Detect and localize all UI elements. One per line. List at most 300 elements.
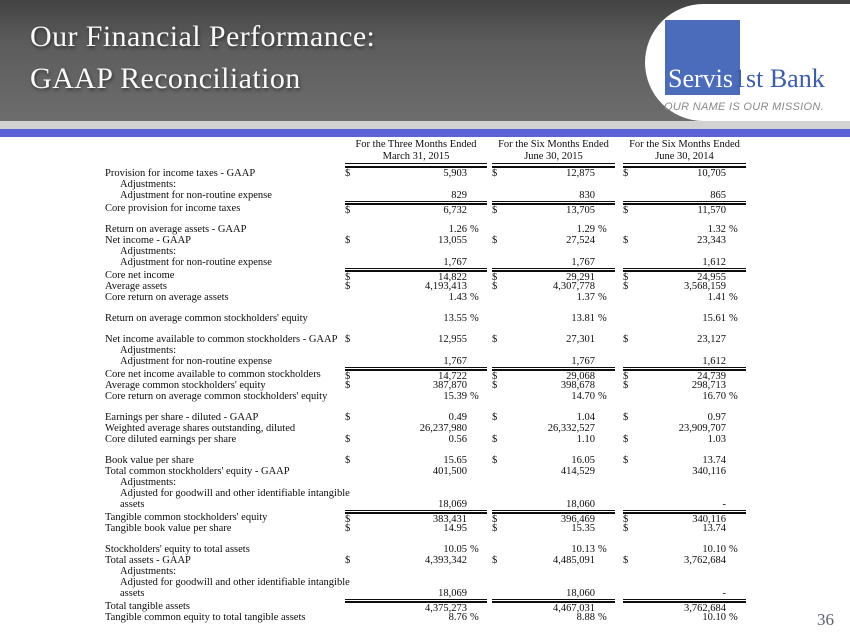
percent-sign xyxy=(595,179,615,190)
table-row xyxy=(105,412,746,423)
percent-sign xyxy=(595,488,615,499)
row-label: Adjustments: xyxy=(120,345,177,356)
value: 396,469 xyxy=(560,514,595,525)
dollar-sign xyxy=(492,190,505,201)
value-cell xyxy=(623,246,746,257)
value: 24,955 xyxy=(697,272,726,283)
row-label: Book value per share xyxy=(105,455,194,466)
dollar-sign: $ xyxy=(345,514,351,525)
value-cell xyxy=(345,203,487,216)
row-label: Weighted average shares outstanding, diluted xyxy=(105,423,296,434)
table-row xyxy=(105,356,746,367)
value xyxy=(505,488,595,499)
logo xyxy=(645,4,850,121)
value: 0.97 xyxy=(707,412,726,423)
percent-sign xyxy=(467,423,487,434)
slide-title-line2: GAAP Reconciliation xyxy=(30,62,301,95)
value: 18,060 xyxy=(566,588,595,599)
percent-sign: % xyxy=(729,313,738,324)
percent-sign xyxy=(726,488,746,499)
value: 12,955 xyxy=(438,334,467,345)
percent-sign xyxy=(595,281,615,292)
dollar-sign xyxy=(345,345,358,356)
dollar-sign xyxy=(345,588,358,599)
percent-sign xyxy=(726,477,746,488)
dollar-sign xyxy=(623,313,636,324)
dollar-sign xyxy=(492,257,505,268)
percent-sign xyxy=(595,345,615,356)
dollar-sign xyxy=(492,566,505,577)
percent-sign xyxy=(595,434,615,445)
value: 12,875 xyxy=(566,168,595,179)
row-label: Total common stockholders' equity - GAAP xyxy=(105,466,290,477)
percent-sign xyxy=(467,205,487,216)
value: 10,705 xyxy=(697,168,726,179)
dollar-sign: $ xyxy=(492,168,498,179)
col-header-date: June 30, 2015 xyxy=(524,150,583,162)
dollar-sign xyxy=(623,544,636,555)
value: 340,116 xyxy=(692,466,726,477)
percent-sign xyxy=(467,455,487,466)
row-label: Total assets - GAAP xyxy=(105,555,191,566)
percent-sign xyxy=(595,588,615,599)
value-cell xyxy=(345,380,487,391)
percent-sign xyxy=(467,523,487,534)
value xyxy=(636,246,726,257)
value-cell xyxy=(492,356,615,368)
dollar-sign: $ xyxy=(345,371,351,382)
value xyxy=(358,577,467,588)
percent-sign xyxy=(595,334,615,345)
dollar-sign xyxy=(345,566,358,577)
table-row xyxy=(105,179,746,190)
dollar-sign xyxy=(623,190,636,201)
dollar-sign: $ xyxy=(492,371,498,382)
value-cell xyxy=(623,466,746,477)
value xyxy=(636,488,726,499)
percent-sign xyxy=(726,566,746,577)
table-row xyxy=(105,292,746,303)
value-cell xyxy=(345,345,487,356)
row-spacer xyxy=(105,402,746,412)
value-cell xyxy=(492,391,615,402)
row-label: Stockholders' equity to total assets xyxy=(105,544,250,555)
value: 8.88 xyxy=(576,612,595,623)
row-label: Core return on average assets xyxy=(105,292,229,303)
percent-sign xyxy=(467,380,487,391)
percent-sign xyxy=(595,380,615,391)
percent-sign xyxy=(726,345,746,356)
col-header-period: For the Six Months Ended xyxy=(498,139,609,150)
dollar-sign: $ xyxy=(345,168,351,179)
dollar-sign xyxy=(623,477,636,488)
value-cell xyxy=(345,168,487,179)
value: - xyxy=(722,499,726,510)
value: 13.81 xyxy=(571,313,595,324)
dollar-sign xyxy=(623,246,636,257)
percent-sign xyxy=(467,281,487,292)
row-label: Adjustment for non-routine expense xyxy=(120,356,272,367)
value xyxy=(505,345,595,356)
percent-sign xyxy=(467,246,487,257)
dollar-sign xyxy=(623,345,636,356)
row-label: Return on average assets - GAAP xyxy=(105,224,247,235)
value: 26,237,980 xyxy=(419,423,467,434)
value-cell xyxy=(492,281,615,292)
percent-sign xyxy=(595,412,615,423)
value-cell xyxy=(345,577,487,588)
value: 1.29 xyxy=(576,224,595,235)
value-cell xyxy=(492,334,615,345)
col-header xyxy=(492,139,615,168)
value-cell xyxy=(345,224,487,235)
row-label: Tangible common stockholders' equity xyxy=(105,512,268,523)
value xyxy=(358,566,467,577)
value: 11,570 xyxy=(697,205,726,216)
value: 1.32 xyxy=(707,224,726,235)
value-cell xyxy=(492,246,615,257)
row-spacer xyxy=(105,303,746,313)
dollar-sign xyxy=(345,488,358,499)
logo-wordmark-servis: Servis xyxy=(668,64,733,93)
dollar-sign xyxy=(623,257,636,268)
value-cell xyxy=(623,257,746,269)
percent-sign xyxy=(726,588,746,599)
value: 10.10 xyxy=(702,544,726,555)
percent-sign xyxy=(595,566,615,577)
value-cell xyxy=(492,292,615,303)
percent-sign xyxy=(726,205,746,216)
percent-sign xyxy=(726,434,746,445)
value: 829 xyxy=(451,190,467,201)
table-row xyxy=(105,512,746,523)
percent-sign xyxy=(467,588,487,599)
table-row xyxy=(105,523,746,534)
dollar-sign: $ xyxy=(345,434,351,445)
value-cell xyxy=(492,190,615,202)
value-cell xyxy=(492,455,615,466)
value-cell xyxy=(345,179,487,190)
value xyxy=(636,179,726,190)
table-row xyxy=(105,369,746,380)
value: 4,393,342 xyxy=(425,555,467,566)
percent-sign xyxy=(595,499,615,510)
dollar-sign: $ xyxy=(345,272,351,283)
value: 4,467,031 xyxy=(553,603,595,614)
dollar-sign xyxy=(345,391,358,402)
value xyxy=(636,577,726,588)
dollar-sign: $ xyxy=(623,371,629,382)
percent-sign xyxy=(726,412,746,423)
dollar-sign xyxy=(623,423,636,434)
table-row xyxy=(105,313,746,324)
value: 340,116 xyxy=(692,514,726,525)
value-cell xyxy=(623,380,746,391)
percent-sign xyxy=(726,235,746,246)
value: 298,713 xyxy=(691,380,726,391)
table-row xyxy=(105,555,746,566)
value: 23,127 xyxy=(697,334,726,345)
table-row xyxy=(105,588,746,599)
value: 0.49 xyxy=(448,412,467,423)
value-cell xyxy=(623,555,746,566)
dollar-sign xyxy=(345,499,358,510)
value xyxy=(358,179,467,190)
percent-sign xyxy=(467,466,487,477)
dollar-sign xyxy=(345,544,358,555)
percent-sign: % xyxy=(470,224,479,235)
percent-sign: % xyxy=(598,224,607,235)
col-header-period: For the Three Months Ended xyxy=(355,139,477,150)
value xyxy=(636,477,726,488)
dollar-sign: $ xyxy=(345,523,351,534)
dollar-sign: $ xyxy=(492,555,498,566)
dollar-sign xyxy=(345,612,358,623)
percent-sign: % xyxy=(729,292,738,303)
value xyxy=(505,246,595,257)
value-cell xyxy=(623,612,746,623)
percent-sign: % xyxy=(729,224,738,235)
divider-strip xyxy=(0,121,850,129)
value-cell xyxy=(345,588,487,600)
row-label: Adjustments: xyxy=(120,179,177,190)
value: 4,193,413 xyxy=(425,281,467,292)
row-label: Adjusted for goodwill and other identifiable intangible xyxy=(120,488,350,499)
value-cell xyxy=(492,380,615,391)
value: 13.74 xyxy=(702,523,726,534)
value-cell xyxy=(492,488,615,499)
dollar-sign xyxy=(345,477,358,488)
col-header xyxy=(345,139,487,168)
table-row xyxy=(105,334,746,345)
value: 1.37 xyxy=(576,292,595,303)
value: - xyxy=(722,588,726,599)
percent-sign: % xyxy=(470,544,479,555)
value-cell xyxy=(623,544,746,555)
percent-sign xyxy=(595,555,615,566)
value: 14,822 xyxy=(438,272,467,283)
percent-sign xyxy=(726,190,746,201)
dollar-sign: $ xyxy=(623,281,629,292)
value: 0.56 xyxy=(448,434,467,445)
dollar-sign: $ xyxy=(345,281,351,292)
table-row xyxy=(105,488,746,499)
slide-title-line1: Our Financial Performance: xyxy=(30,20,376,53)
row-label: Adjustments: xyxy=(120,477,177,488)
value: 13,055 xyxy=(438,235,467,246)
percent-sign xyxy=(595,257,615,268)
value: 865 xyxy=(710,190,726,201)
value-cell xyxy=(623,588,746,600)
value-cell xyxy=(345,334,487,345)
value-cell xyxy=(345,555,487,566)
percent-sign xyxy=(467,577,487,588)
percent-sign xyxy=(467,257,487,268)
row-label: Average common stockholders' equity xyxy=(105,380,266,391)
value-cell xyxy=(623,356,746,368)
value-cell xyxy=(492,345,615,356)
value-cell xyxy=(623,423,746,434)
percent-sign xyxy=(467,477,487,488)
dollar-sign xyxy=(492,179,505,190)
value xyxy=(358,477,467,488)
dollar-sign xyxy=(345,466,358,477)
value-cell xyxy=(623,488,746,499)
percent-sign xyxy=(595,168,615,179)
value: 23,343 xyxy=(697,235,726,246)
value-cell xyxy=(623,334,746,345)
dollar-sign: $ xyxy=(492,205,498,216)
percent-sign xyxy=(726,257,746,268)
value-cell xyxy=(492,499,615,511)
value: 383,431 xyxy=(432,514,467,525)
value xyxy=(505,179,595,190)
value: 1.26 xyxy=(448,224,467,235)
percent-sign xyxy=(467,190,487,201)
percent-sign: % xyxy=(470,391,479,402)
value-cell xyxy=(623,203,746,216)
row-label: Adjustment for non-routine expense xyxy=(120,257,272,268)
percent-sign xyxy=(726,246,746,257)
value-cell xyxy=(492,179,615,190)
value-cell xyxy=(492,235,615,246)
dollar-sign: $ xyxy=(492,455,498,466)
percent-sign: % xyxy=(470,292,479,303)
value xyxy=(505,477,595,488)
value-cell xyxy=(623,523,746,534)
table-row xyxy=(105,380,746,391)
dollar-sign: $ xyxy=(492,523,498,534)
value: 1,767 xyxy=(443,356,467,367)
percent-sign xyxy=(726,466,746,477)
value: 18,060 xyxy=(566,499,595,510)
value-cell xyxy=(492,313,615,324)
percent-sign xyxy=(595,423,615,434)
percent-sign xyxy=(467,555,487,566)
dollar-sign xyxy=(492,292,505,303)
value: 14.95 xyxy=(443,523,467,534)
dollar-sign xyxy=(345,257,358,268)
dollar-sign xyxy=(345,224,358,235)
value-cell xyxy=(492,477,615,488)
dollar-sign xyxy=(623,577,636,588)
value-cell xyxy=(492,566,615,577)
row-label: Core net income xyxy=(105,270,175,281)
percent-sign xyxy=(595,356,615,367)
value-cell xyxy=(623,412,746,423)
row-label: Adjusted for goodwill and other identifiable intangible xyxy=(120,577,350,588)
table-row xyxy=(105,455,746,466)
value: 1,612 xyxy=(702,356,726,367)
value-cell xyxy=(623,477,746,488)
percent-sign xyxy=(595,190,615,201)
table-row xyxy=(105,601,746,612)
row-label: Adjustment for non-routine expense xyxy=(120,190,272,201)
row-label: Tangible common equity to total tangible assets xyxy=(105,612,306,623)
table-row xyxy=(105,612,746,623)
row-label: Net income available to common stockholders - GAAP xyxy=(105,334,338,345)
value-cell xyxy=(623,190,746,202)
value-cell xyxy=(492,466,615,477)
value: 1.03 xyxy=(707,434,726,445)
dollar-sign xyxy=(623,292,636,303)
value: 4,307,778 xyxy=(553,281,595,292)
value-cell xyxy=(345,612,487,623)
dollar-sign xyxy=(623,224,636,235)
percent-sign: % xyxy=(470,612,479,623)
percent-sign xyxy=(726,577,746,588)
dollar-sign: $ xyxy=(492,514,498,525)
value: 3,762,684 xyxy=(684,555,726,566)
row-spacer xyxy=(105,324,746,334)
dollar-sign: $ xyxy=(623,380,629,391)
value-cell xyxy=(623,391,746,402)
value xyxy=(358,345,467,356)
table-row xyxy=(105,499,746,510)
value-cell xyxy=(623,168,746,179)
dollar-sign xyxy=(492,577,505,588)
dollar-sign: $ xyxy=(623,455,629,466)
value-cell xyxy=(492,588,615,600)
financial-table xyxy=(105,139,746,623)
percent-sign: % xyxy=(470,313,479,324)
percent-sign: % xyxy=(729,391,738,402)
dollar-sign xyxy=(345,577,358,588)
col-header xyxy=(623,139,746,168)
value-cell xyxy=(623,235,746,246)
percent-sign xyxy=(726,555,746,566)
dollar-sign xyxy=(492,588,505,599)
value: 15.61 xyxy=(702,313,726,324)
value-cell xyxy=(345,281,487,292)
value-cell xyxy=(345,434,487,445)
dollar-sign xyxy=(345,190,358,201)
value: 3,762,684 xyxy=(684,603,726,614)
dollar-sign xyxy=(492,423,505,434)
percent-sign: % xyxy=(729,544,738,555)
value-cell xyxy=(623,179,746,190)
value-cell xyxy=(623,345,746,356)
value-cell xyxy=(492,257,615,269)
dollar-sign xyxy=(492,345,505,356)
dollar-sign xyxy=(492,391,505,402)
dollar-sign xyxy=(623,612,636,623)
dollar-sign: $ xyxy=(623,523,629,534)
percent-sign xyxy=(726,334,746,345)
value-cell xyxy=(345,246,487,257)
percent-sign xyxy=(726,523,746,534)
percent-sign xyxy=(595,466,615,477)
dollar-sign: $ xyxy=(623,334,629,345)
dollar-sign xyxy=(345,313,358,324)
table-header-row xyxy=(105,139,746,168)
table-row xyxy=(105,466,746,477)
dollar-sign xyxy=(492,466,505,477)
table-row xyxy=(105,566,746,577)
value: 15.35 xyxy=(571,523,595,534)
value: 27,301 xyxy=(566,334,595,345)
value-cell xyxy=(492,523,615,534)
table-row xyxy=(105,224,746,235)
percent-sign: % xyxy=(598,313,607,324)
dollar-sign xyxy=(345,423,358,434)
percent-sign xyxy=(726,455,746,466)
value-cell xyxy=(492,434,615,445)
percent-sign xyxy=(595,205,615,216)
dollar-sign: $ xyxy=(345,380,351,391)
slide-title xyxy=(30,16,375,100)
dollar-sign xyxy=(492,612,505,623)
